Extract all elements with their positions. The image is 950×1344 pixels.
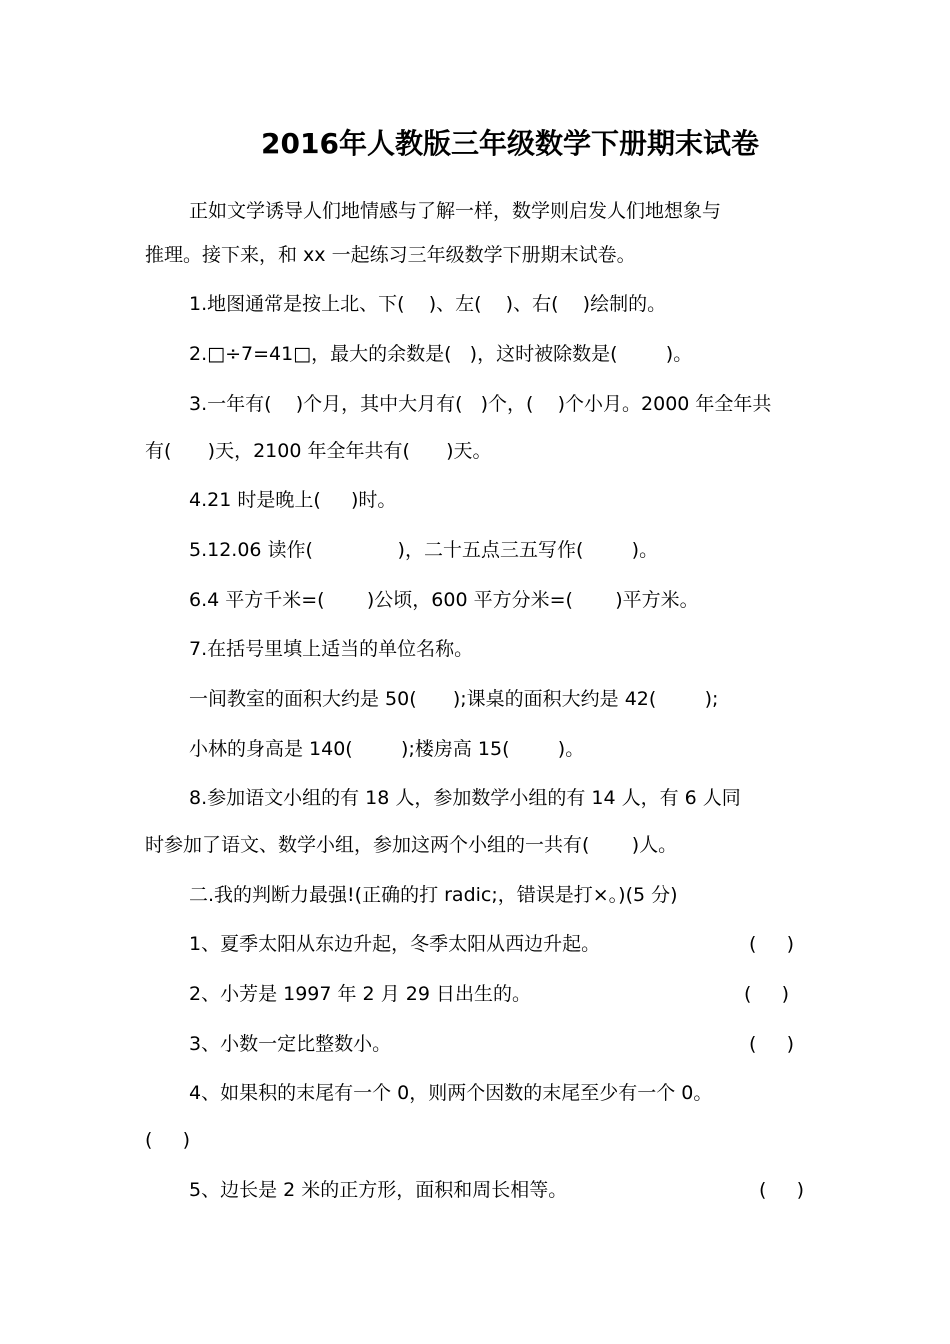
judge-item-1-text: 1、夏季太阳从东边升起，冬季太阳从西边升起。 — [189, 933, 601, 955]
judge-item-4-blank: ( ) — [145, 1129, 191, 1151]
question-5: 5.12.06 读作( )，二十五点三五写作( )。 — [189, 539, 659, 561]
intro-line-2: 推理。接下来，和 xx 一起练习三年级数学下册期末试卷。 — [145, 244, 636, 266]
judge-item-3-text: 3、小数一定比整数小。 — [189, 1033, 392, 1055]
judge-item-3-blank: ( ) — [749, 1033, 795, 1055]
question-3-line-2: 有( )天，2100 年全年共有( )天。 — [145, 440, 492, 462]
judge-item-5-blank: ( ) — [759, 1179, 805, 1201]
judge-item-2-text: 2、小芳是 1997 年 2 月 29 日出生的。 — [189, 983, 531, 1005]
question-6: 6.4 平方千米=( )公顷，600 平方分米=( )平方米。 — [189, 589, 699, 611]
question-8-line-2: 时参加了语文、数学小组，参加这两个小组的一共有( )人。 — [145, 834, 678, 856]
question-3-line-1: 3.一年有( )个月，其中大月有( )个，( )个小月。2000 年全年共 — [189, 393, 772, 415]
judge-item-1-blank: ( ) — [749, 933, 795, 955]
page-title: 2016年人教版三年级数学下册期末试卷 — [261, 127, 759, 160]
judge-item-2-blank: ( ) — [744, 983, 790, 1005]
question-1: 1.地图通常是按上北、下( )、左( )、右( )绘制的。 — [189, 293, 667, 315]
question-7-a: 一间教室的面积大约是 50( );课桌的面积大约是 42( ); — [189, 688, 719, 710]
judge-item-5-text: 5、边长是 2 米的正方形，面积和周长相等。 — [189, 1179, 568, 1201]
intro-line-1: 正如文学诱导人们地情感与了解一样，数学则启发人们地想象与 — [189, 200, 722, 222]
judge-heading: 二.我的判断力最强!(正确的打 radic;，错误是打×。)(5 分) — [189, 884, 678, 906]
judge-item-4-text: 4、如果积的末尾有一个 0，则两个因数的末尾至少有一个 0。 — [189, 1082, 713, 1104]
question-7-b: 小林的身高是 140( );楼房高 15( )。 — [189, 738, 585, 760]
question-7: 7.在括号里填上适当的单位名称。 — [189, 638, 474, 660]
question-2: 2.□÷7=41□，最大的余数是( )，这时被除数是( )。 — [189, 343, 693, 365]
question-8-line-1: 8.参加语文小组的有 18 人，参加数学小组的有 14 人，有 6 人同 — [189, 787, 741, 809]
question-4: 4.21 时是晚上( )时。 — [189, 489, 397, 511]
